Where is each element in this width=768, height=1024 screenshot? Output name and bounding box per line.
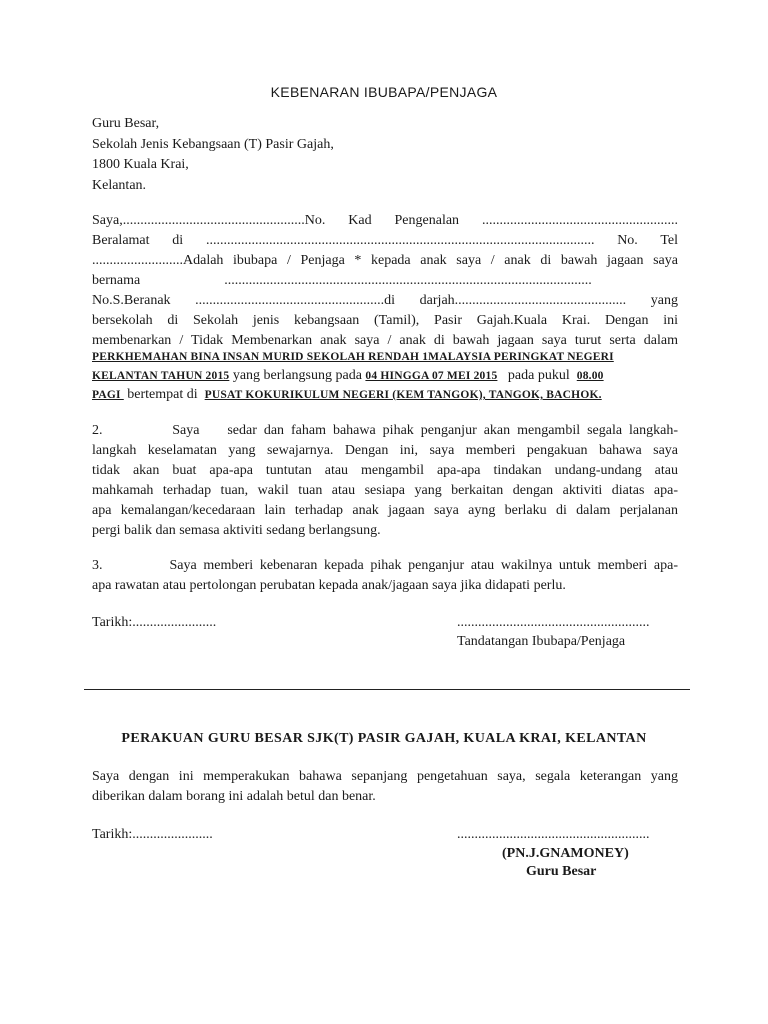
form-title: KEBENARAN IBUBAPA/PENJAGA: [270, 84, 498, 100]
headmaster-name: (PN.J.GNAMONEY): [502, 846, 629, 861]
headmaster-certification-heading: PERAKUAN GURU BESAR SJK(T) PASIR GAJAH, KUALA KRAI, KELANTAN: [121, 731, 647, 746]
parent-signature-label: Tandatangan Ibubapa/Penjaga: [457, 634, 626, 649]
statement-line: Saya dengan ini memperakukan bahawa sepanjang pengetahuan saya, segala keterangan yang: [92, 769, 678, 784]
medical-consent-paragraph: [92, 556, 678, 596]
address-line: 1800 Kuala Krai,: [92, 157, 189, 172]
address-line: Kelantan.: [92, 177, 147, 193]
address-tel-line: Beralamat di ............................................................................................................... No. Tel: [92, 233, 678, 248]
paragraph-line: apa kemalangan/kecedaraan lain terhadap anak jagaan saya ayng berlaku di dalam perjalanan: [92, 503, 678, 518]
parent-signature-dots: .......................................................: [457, 615, 650, 630]
paragraph-line: mahkamah terhadap tuan, wakil tuan atau sesiapa yang berkaitan dengan aktiviti diatas apa-: [92, 483, 678, 498]
address-line: Sekolah Jenis Kebangsaan (T) Pasir Gajah,: [92, 136, 334, 152]
event-dates: 04 HINGGA 07 MEI 2015: [365, 370, 498, 382]
school-line: bersekolah di Sekolah jenis kebangsaan (Tamil), Pasir Gajah.Kuala Krai. Dengan ini: [92, 313, 678, 328]
name-ic-line: Saya,....................................................No. Kad Pengenalan ........................................................: [92, 213, 678, 228]
child-name-line: [92, 271, 678, 291]
paragraph-line: 2. Saya sedar dan faham bahawa pihak penganjur akan mengambil segala langkah-: [92, 423, 678, 438]
address-line: Guru Besar,: [92, 116, 160, 131]
statement-line: diberikan dalam borang ini adalah betul dan benar.: [92, 789, 376, 804]
event-venue: PUSAT KOKURIKULUM NEGERI (KEM TANGOK), TANGOK, BACHOK.: [204, 389, 602, 401]
recipient-address: [92, 114, 334, 196]
headmaster-date-field: Tarikh:.......................: [92, 827, 213, 842]
child-name-dots: .........................................................................................................: [224, 273, 592, 288]
paragraph-line: 3. Saya memberi kebenaran kepada pihak penganjur atau wakilnya untuk memberi apa-: [92, 558, 678, 573]
birth-cert-class-line: No.S.Beranak ......................................................di darjah................................................. yang: [92, 293, 678, 308]
parent-statement-line: ..........................Adalah ibubapa / Penjaga * kepada anak saya / anak di bawah jagaan saya: [92, 253, 678, 268]
parent-details-paragraph: [92, 211, 678, 351]
parent-date-field: Tarikh:........................: [92, 615, 217, 630]
text-pukul: pada pukul: [497, 368, 577, 383]
headmaster-statement: [92, 767, 678, 807]
section-divider: [84, 689, 690, 690]
event-time-suffix: PAGI: [92, 389, 124, 401]
event-time: 08.00: [576, 370, 604, 382]
permission-line: membenarkan / Tidak Membenarkan anak saya / anak di bawah jagaan saya turut serta dalam: [92, 333, 678, 348]
liability-paragraph: [92, 421, 678, 541]
child-name-label: bernama: [92, 273, 141, 288]
event-year: KELANTAN TAHUN 2015: [92, 370, 230, 382]
text-bertempat: bertempat di: [123, 387, 205, 402]
event-details: [92, 348, 678, 404]
event-name: PERKHEMAHAN BINA INSAN MURID SEKOLAH RENDAH 1MALAYSIA PERINGKAT NEGERI: [92, 351, 614, 363]
headmaster-title: Guru Besar: [526, 864, 597, 879]
paragraph-line: tidak akan buat apa-apa tuntutan atau mengambil apa-apa tindakan undang-undang atau: [92, 463, 678, 478]
paragraph-line: apa rawatan atau pertolongan perubatan kepada anak/jagaan saya jika didapati perlu.: [92, 578, 566, 593]
paragraph-line: pergi balik dan semasa aktiviti sedang berlangsung.: [92, 523, 381, 538]
paragraph-line: langkah keselamatan yang sewajarnya. Dengan ini, saya memberi pengakuan bahawa saya: [92, 443, 678, 458]
headmaster-signature-dots: .......................................................: [457, 827, 650, 842]
text-berlangsung: yang berlangsung pada: [229, 368, 366, 383]
